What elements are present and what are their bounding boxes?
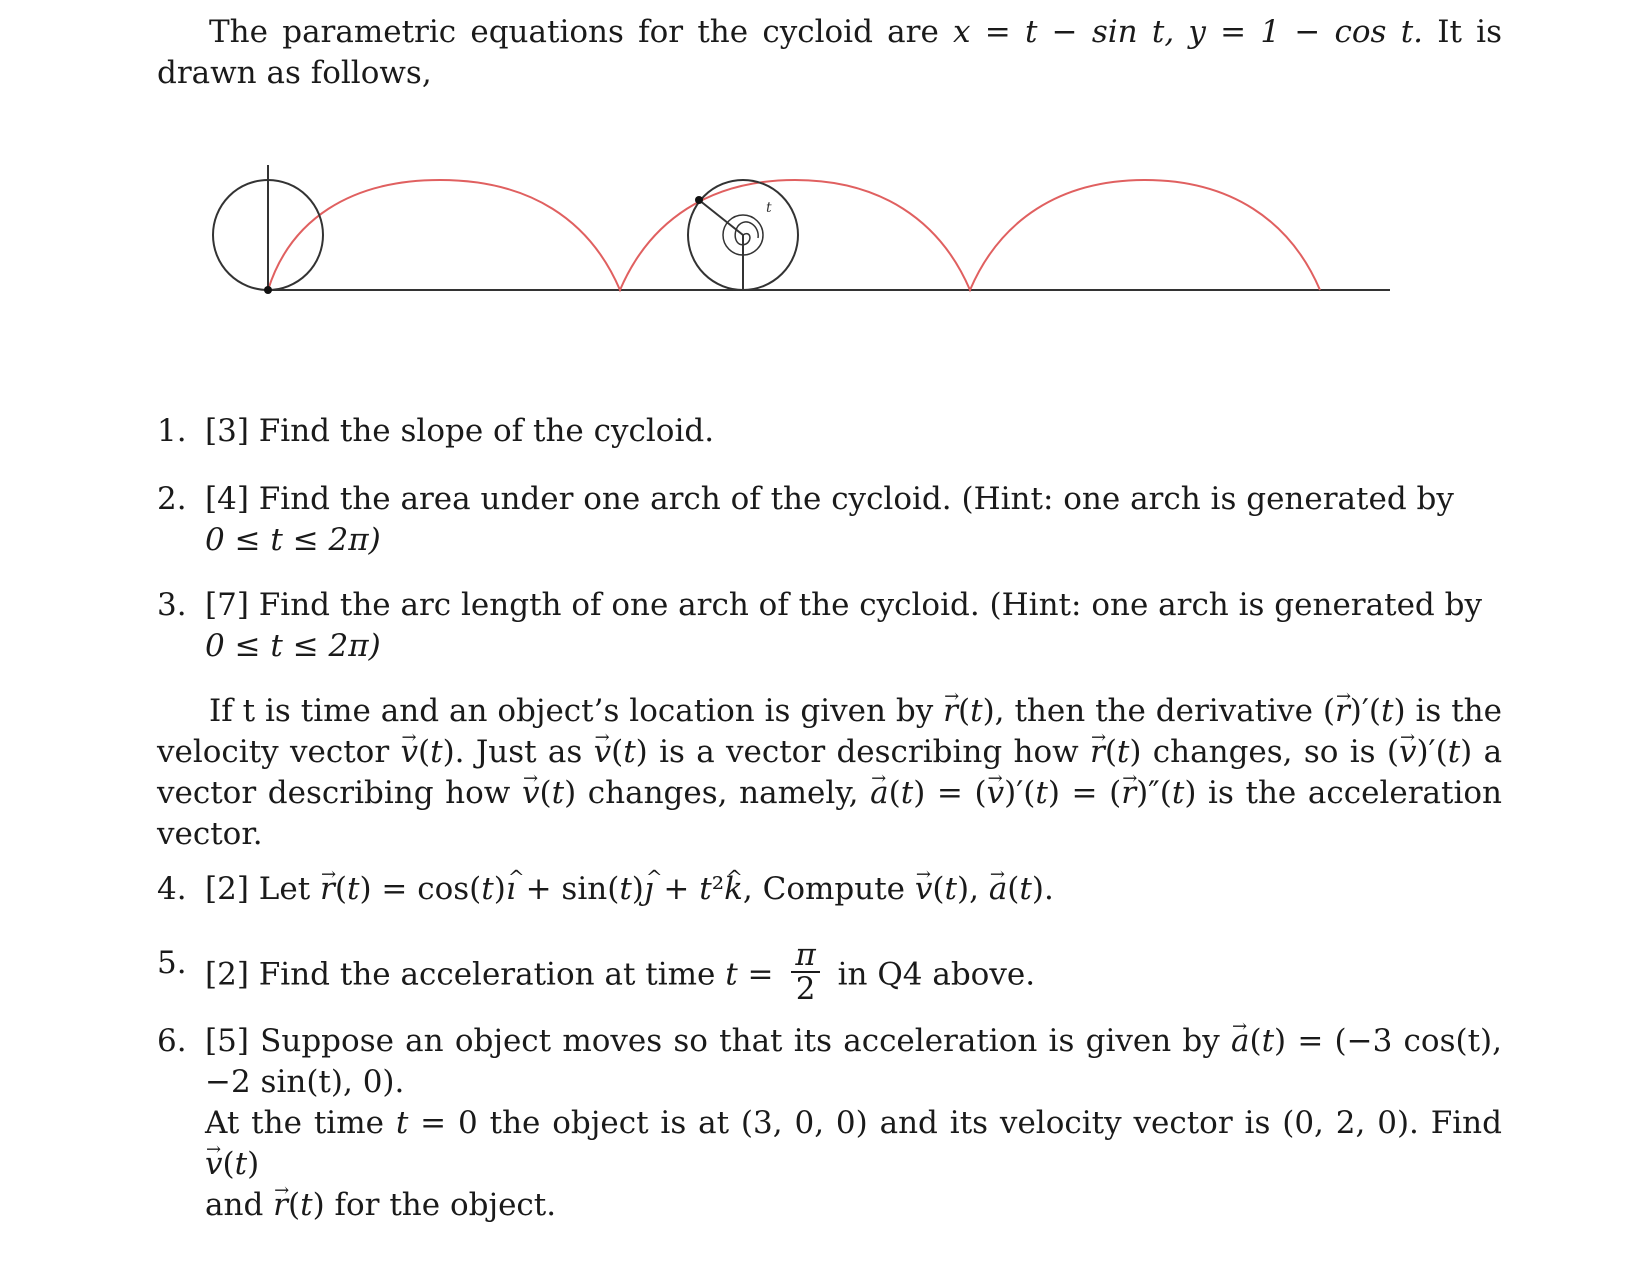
- tracing-point: [695, 196, 703, 204]
- question-points: [7]: [205, 587, 249, 623]
- question-2: [157, 479, 1502, 561]
- question-number: 3.: [157, 587, 187, 623]
- question-number: 5.: [157, 945, 187, 981]
- q6-line2a: At the time: [205, 1105, 384, 1141]
- frac-numerator: π: [791, 939, 819, 973]
- frac-denominator: 2: [795, 971, 816, 1007]
- question-number: 4.: [157, 871, 187, 907]
- q4-lead: Let: [258, 871, 311, 907]
- angle-label: t: [766, 200, 772, 216]
- question-points: [2]: [205, 871, 249, 907]
- exp-p7: a vector describing how: [157, 734, 1503, 811]
- start-point: [264, 286, 272, 294]
- cycloid-curve: [268, 180, 1320, 290]
- q6-accel: = (−3 cos(t), −2 sin(t), 0).: [205, 1023, 1502, 1100]
- exp-p6: changes, so is: [1152, 734, 1376, 770]
- question-text: Find the slope of the cycloid.: [258, 413, 715, 449]
- question-number: 2.: [157, 481, 187, 517]
- question-4: 4. [2] Let → r(t) = cos(t)^ ı + sin(t)^ ȷ + t²^ k, Compute → v(t), → a(t).: [157, 869, 1502, 910]
- exp-p2: then the derivative: [1014, 693, 1313, 729]
- question-number: 6.: [157, 1023, 187, 1059]
- explanation-paragraph: If t is time and an object’s location is given by → r(t), then the derivative (→ r)′(t) is the velocity vector → v(t). Just as → v(t) is a vector describing how → r(t) changes, so is (→ v)′(t) a vector describing how → v(t) changes, namely, → a(t) = (→ v)′(t) = (→ r)″(t) is the acceleration vector.: [157, 691, 1502, 855]
- question-1: [157, 411, 1502, 452]
- q5-lead: Find the acceleration at time: [258, 956, 716, 993]
- exp-p1: If t is time and an object’s location is given by: [209, 693, 934, 729]
- intro-text-b: It is drawn as follows,: [157, 14, 1503, 91]
- exp-p8: changes, namely,: [587, 775, 859, 811]
- intro-text-a: The parametric equations for the cycloid are: [209, 14, 954, 50]
- exp-p3: is the velocity vector: [157, 693, 1502, 770]
- exp-p4: Just as: [475, 734, 583, 770]
- question-range: 0 ≤ t ≤ 2π): [205, 628, 381, 664]
- fraction: [791, 939, 819, 1005]
- question-points: [5]: [205, 1023, 249, 1059]
- q6-line1: Suppose an object moves so that its acceleration is given by: [260, 1023, 1220, 1059]
- question-6: 6. [5] Suppose an object moves so that its acceleration is given by → a(t) = (−3 cos(t), −2 sin(t), 0). At the time t = 0 the object is at (3, 0, 0) and its velocity vector is (0, 2, 0). Find → v(t) and → r(t) for the object.: [157, 1021, 1502, 1226]
- question-number: 1.: [157, 413, 187, 449]
- q6-line2b: the object is at (3, 0, 0) and its velocity vector is (0, 2, 0). Find: [489, 1105, 1502, 1141]
- question-3: [157, 585, 1502, 667]
- q6-line3: for the object.: [334, 1187, 557, 1223]
- question-points: [4]: [205, 481, 249, 517]
- question-text: Find the arc length of one arch of the cycloid. (Hint: one arch is generated by: [258, 587, 1482, 623]
- angle-spiral: [735, 222, 758, 245]
- cycloid-figure: [180, 140, 1480, 380]
- exp-p5: is a vector describing how: [659, 734, 1079, 770]
- question-points: [3]: [205, 413, 249, 449]
- intro-paragraph: [157, 12, 1502, 94]
- intro-eq-x: x = t − sin t,: [953, 14, 1189, 50]
- q4-tail: Compute: [762, 871, 906, 907]
- question-text: Find the area under one arch of the cycloid. (Hint: one arch is generated by: [258, 481, 1454, 517]
- question-points: [2]: [205, 956, 249, 993]
- exp-p9: is the acceleration vector.: [157, 775, 1503, 852]
- q5-tail: in Q4 above.: [837, 956, 1036, 993]
- intro-eq-y: y = 1 − cos t.: [1188, 14, 1424, 50]
- question-range: 0 ≤ t ≤ 2π): [205, 522, 381, 558]
- question-5: 5. [2] Find the acceleration at time t = $\frac{\pi}{2}$ in Q4 above.: [157, 937, 1036, 1007]
